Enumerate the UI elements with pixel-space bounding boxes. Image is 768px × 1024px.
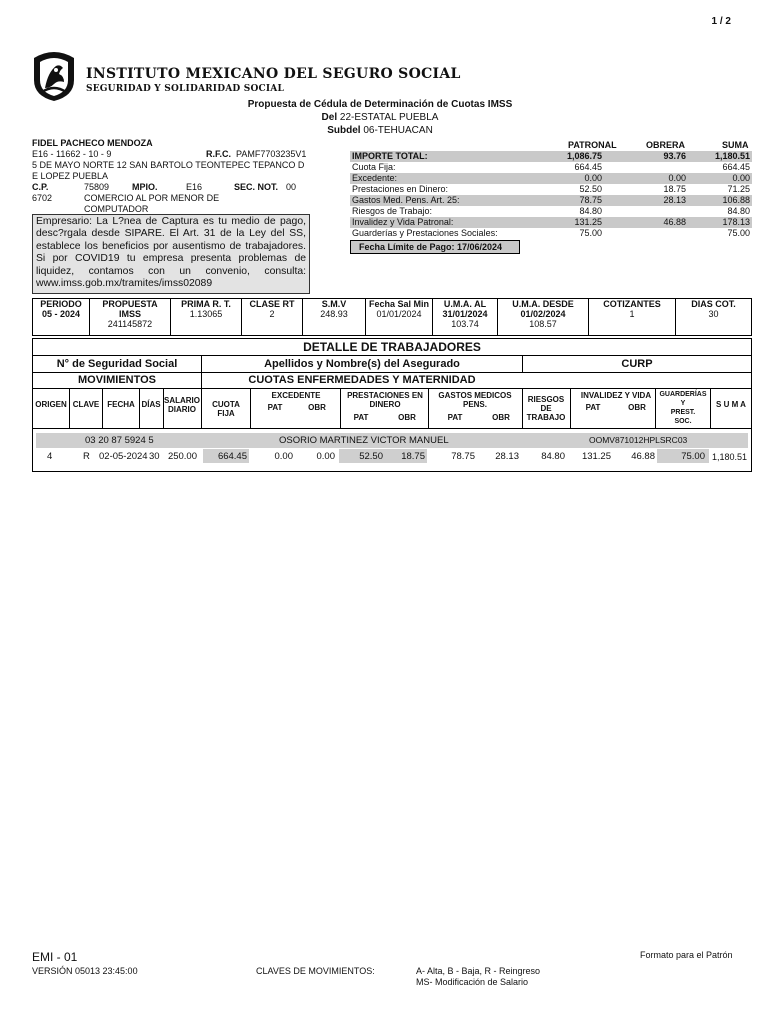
- worker-suma: 1,180.51: [711, 452, 747, 462]
- prima-value: 1.13065: [189, 309, 223, 319]
- propuesta-label-2: IMSS: [118, 309, 141, 319]
- smv-value: 248.93: [320, 309, 348, 319]
- summary-obrera: 93.76: [663, 151, 686, 161]
- fecha-limite-pago: Fecha Límite de Pago: 17/06/2024: [350, 240, 520, 254]
- formato-patron: Formato para el Patrón: [640, 950, 733, 960]
- col-guarderias-4: SOC.: [674, 418, 692, 425]
- delegacion: [180, 112, 580, 123]
- subdel-label: Subdel: [327, 125, 361, 136]
- summary-label: Riesgos de Trabajo:: [352, 206, 433, 216]
- uma-al-label: U.M.A. AL: [443, 299, 487, 309]
- cotizantes-label: COTIZANTES: [603, 299, 661, 309]
- patronal-header: PATRONAL: [568, 140, 617, 150]
- address-line-2: E LOPEZ PUEBLA: [32, 171, 109, 181]
- dias-label: DIAS COT.: [691, 299, 736, 309]
- col-salario-1: SALARIO: [164, 396, 200, 405]
- col-gastos-2: PENS.: [462, 400, 487, 409]
- worker-iv-pat: 131.25: [581, 451, 611, 462]
- col-invalidez: INVALIDEZ Y VIDA: [580, 391, 652, 400]
- summary-suma: 106.88: [722, 195, 750, 205]
- prima-label: PRIMA R. T.: [181, 299, 231, 309]
- col-guarderias-3: PREST.: [670, 409, 696, 416]
- summary-label: Cuota Fija:: [352, 162, 396, 172]
- col-iv-pat: PAT: [585, 403, 601, 412]
- actividad-code: 6702: [32, 193, 53, 203]
- worker-exc-pat: 0.00: [274, 451, 293, 462]
- col-pd-pat: PAT: [353, 413, 369, 422]
- employer-name: FIDEL PACHECO MENDOZA: [32, 138, 153, 148]
- worker-pd-obr: 18.75: [401, 451, 425, 462]
- summary-suma: 178.13: [722, 217, 750, 227]
- col-pd-obr: OBR: [398, 413, 416, 422]
- summary-obrera: 0.00: [668, 173, 686, 183]
- summary-obrera: 46.88: [663, 217, 686, 227]
- cotizantes-cell: [589, 299, 676, 335]
- worker-guarderias: 75.00: [681, 451, 705, 462]
- uma-al-date: 31/01/2024: [442, 309, 488, 319]
- col-dias: DÍAS: [141, 400, 161, 409]
- worker-cuota-fija: 664.45: [217, 451, 247, 462]
- subdelegacion: [180, 125, 580, 136]
- summary-patronal: 0.00: [584, 173, 602, 183]
- summary-patronal: 664.45: [574, 162, 602, 172]
- worker-curp: OOMV871012HPLSRC03: [589, 435, 688, 445]
- cp-value: 75809: [84, 182, 110, 192]
- col-clave: CLAVE: [72, 400, 100, 409]
- summary-suma: 1,180.51: [714, 151, 750, 161]
- summary-obrera: 18.75: [663, 184, 686, 194]
- periodo-label: PERIODO: [40, 299, 82, 309]
- subdel-value: 06-TEHUACAN: [363, 125, 433, 136]
- propuesta-value: 241145872: [107, 319, 153, 329]
- fecha-sal-label: Fecha Sal Min: [368, 299, 430, 309]
- col-riesgos-2: DE: [540, 404, 552, 413]
- worker-gm-obr: 28.13: [495, 451, 519, 462]
- propuesta-label-1: PROPUESTA: [102, 299, 158, 309]
- secnot-label: SEC. NOT.: [234, 182, 279, 192]
- uma-al-value: 103.74: [451, 319, 479, 329]
- suma-header: SUMA: [722, 140, 749, 150]
- curp-header: CURP: [621, 358, 653, 370]
- col-gm-obr: OBR: [492, 413, 510, 422]
- smv-cell: [303, 299, 366, 335]
- summary-suma: 84.80: [727, 206, 750, 216]
- col-cuota-1: CUOTA: [212, 400, 240, 409]
- col-excedente: EXCEDENTE: [271, 391, 321, 400]
- institute-name: INSTITUTO MEXICANO DEL SEGURO SOCIAL: [86, 66, 461, 82]
- summary-patronal: 78.75: [579, 195, 602, 205]
- actividad-line-1: COMERCIO AL POR MENOR DE: [84, 193, 220, 203]
- worker-clave: R: [83, 451, 90, 462]
- worker-pd-pat: 52.50: [359, 451, 383, 462]
- claves-line-2: MS- Modificación de Salario: [416, 977, 529, 987]
- summary-row: [350, 184, 752, 195]
- worker-gm-pat: 78.75: [451, 451, 475, 462]
- col-prestaciones-1: PRESTACIONES EN: [347, 391, 423, 400]
- claves-label: CLAVES DE MOVIMIENTOS:: [256, 966, 375, 976]
- col-salario-2: DIARIO: [168, 405, 196, 414]
- prima-cell: [171, 299, 242, 335]
- summary-patronal: 75.00: [579, 228, 602, 238]
- cp-label: C.P.: [32, 182, 49, 192]
- summary-label: Prestaciones en Dinero:: [352, 184, 449, 194]
- col-origen: ORIGEN: [35, 400, 67, 409]
- worker-dias: 30: [149, 451, 160, 462]
- summary-row: [350, 173, 752, 184]
- summary-patronal: 1,086.75: [566, 151, 602, 161]
- periodo-cell: [33, 299, 90, 335]
- worker-exc-obr: 0.00: [316, 451, 335, 462]
- clase-value: 2: [269, 309, 275, 319]
- uma-al-cell: [433, 299, 498, 335]
- col-gastos: [429, 391, 521, 409]
- registro-patronal: E16 - 11662 - 10 - 9: [32, 149, 112, 159]
- dias-value: 30: [708, 309, 719, 319]
- col-guarderias: [655, 390, 711, 426]
- cotizantes-value: 1: [629, 309, 635, 319]
- mpio-label: MPIO.: [132, 182, 158, 192]
- col-prestaciones: [341, 391, 429, 409]
- claves-line-1: A- Alta, B - Baja, R - Reingreso: [416, 966, 541, 976]
- col-riesgos-1: RIESGOS: [527, 395, 565, 404]
- del-label: Del: [321, 112, 338, 123]
- mpio-value: E16: [186, 182, 203, 192]
- worker-salario: 250.00: [167, 451, 197, 462]
- summary-suma: 0.00: [732, 173, 750, 183]
- col-exc-pat: PAT: [267, 403, 283, 412]
- summary-label: IMPORTE TOTAL:: [352, 151, 428, 161]
- periodo-value: 05 - 2024: [41, 309, 81, 319]
- clase-label: CLASE RT: [249, 299, 295, 309]
- document-title: Propuesta de Cédula de Determinación de Cuotas IMSS: [247, 99, 513, 110]
- imss-logo: [30, 50, 78, 102]
- period-table: [32, 298, 752, 336]
- summary-label: Invalidez y Vida Patronal:: [352, 217, 454, 227]
- summary-row: [350, 217, 752, 228]
- col-cuota-fija: [202, 400, 250, 418]
- col-suma: S U M A: [716, 400, 746, 409]
- fecha-sal-cell: [366, 299, 433, 335]
- summary-patronal: 84.80: [579, 206, 602, 216]
- smv-label: S.M.V: [321, 299, 347, 309]
- col-guarderias-2: Y: [680, 400, 686, 407]
- summary-row: [350, 195, 752, 206]
- summary-suma: 75.00: [727, 228, 750, 238]
- summary-obrera: 28.13: [663, 195, 686, 205]
- uma-desde-label: U.M.A. DESDE: [512, 299, 574, 309]
- summary-suma: 71.25: [727, 184, 750, 194]
- actividad-line-2: COMPUTADOR: [84, 204, 149, 214]
- nombre-header: Apellidos y Nombre(s) del Asegurado: [264, 358, 460, 370]
- cuotas-header: CUOTAS ENFERMEDADES Y MATERNIDAD: [248, 374, 476, 386]
- version: VERSIÓN 05013 23:45:00: [32, 966, 138, 976]
- clase-cell: [242, 299, 303, 335]
- col-fecha: FECHA: [107, 400, 135, 409]
- col-riesgos: [523, 395, 569, 422]
- detalle-table: [32, 338, 752, 472]
- uma-desde-value: 108.57: [529, 319, 557, 329]
- col-exc-obr: OBR: [308, 403, 326, 412]
- nss-header: N° de Seguridad Social: [56, 358, 178, 370]
- col-gm-pat: PAT: [447, 413, 463, 422]
- col-salario: [163, 396, 201, 414]
- fecha-sal-value: 01/01/2024: [376, 309, 422, 319]
- summary-patronal: 131.25: [574, 217, 602, 227]
- col-cuota-2: FIJA: [217, 409, 235, 418]
- dias-cell: [676, 299, 751, 335]
- detalle-title: DETALLE DE TRABAJADORES: [303, 340, 481, 354]
- del-value: 22-ESTATAL PUEBLA: [339, 112, 439, 123]
- col-gastos-1: GASTOS MEDICOS: [438, 391, 512, 400]
- emi-code: EMI - 01: [32, 950, 78, 964]
- worker-riesgos: 84.80: [541, 451, 565, 462]
- movimientos-header: MOVIMIENTOS: [77, 374, 157, 386]
- summary-row: [350, 206, 752, 217]
- rfc-value: PAMF7703235V1: [236, 149, 307, 159]
- summary-patronal: 52.50: [579, 184, 602, 194]
- summary-label: Gastos Med. Pens. Art. 25:: [352, 195, 460, 205]
- summary-label: Excedente:: [352, 173, 398, 183]
- worker-fecha: 02-05-2024: [99, 451, 148, 462]
- secnot-value: 00: [286, 182, 297, 192]
- propuesta-cell: [90, 299, 171, 335]
- page-number: 1 / 2: [711, 16, 731, 27]
- uma-desde-cell: [498, 299, 589, 335]
- worker-name: OSORIO MARTINEZ VICTOR MANUEL: [279, 435, 449, 446]
- worker-origen: 4: [47, 451, 53, 462]
- rfc-label: R.F.C.: [206, 149, 232, 159]
- obrera-header: OBRERA: [646, 140, 686, 150]
- worker-nss: 03 20 87 5924 5: [85, 435, 154, 446]
- address-line-1: 5 DE MAYO NORTE 12 SAN BARTOLO TEONTEPEC TEPANCO D: [32, 160, 305, 170]
- institute-tagline: SEGURIDAD Y SOLIDARIDAD SOCIAL: [86, 84, 284, 94]
- col-prestaciones-2: DINERO: [369, 400, 401, 409]
- summary-row: [350, 228, 752, 239]
- col-guarderias-1: GUARDERÍAS: [659, 391, 707, 398]
- summary-row: [350, 162, 752, 173]
- summary-suma: 664.45: [722, 162, 750, 172]
- col-riesgos-3: TRABAJO: [526, 413, 566, 422]
- worker-iv-obr: 46.88: [631, 451, 655, 462]
- summary-row: [350, 151, 752, 162]
- uma-desde-date: 01/02/2024: [520, 309, 566, 319]
- summary-label: Guarderías y Prestaciones Sociales:: [352, 228, 498, 238]
- col-iv-obr: OBR: [628, 403, 646, 412]
- notice-box: Empresario: La L?nea de Captura es tu medio de pago, desc?rgala desde SIPARE. El Art. 31 de la Ley del SS, establece los beneficios por ausentismo de trabajadores. Si por COVID19 tu empresa presenta problemas de liquidez, contamos con un convenio, consulta: www.imss.gob.mx/tramites/imss02089: [32, 214, 310, 294]
